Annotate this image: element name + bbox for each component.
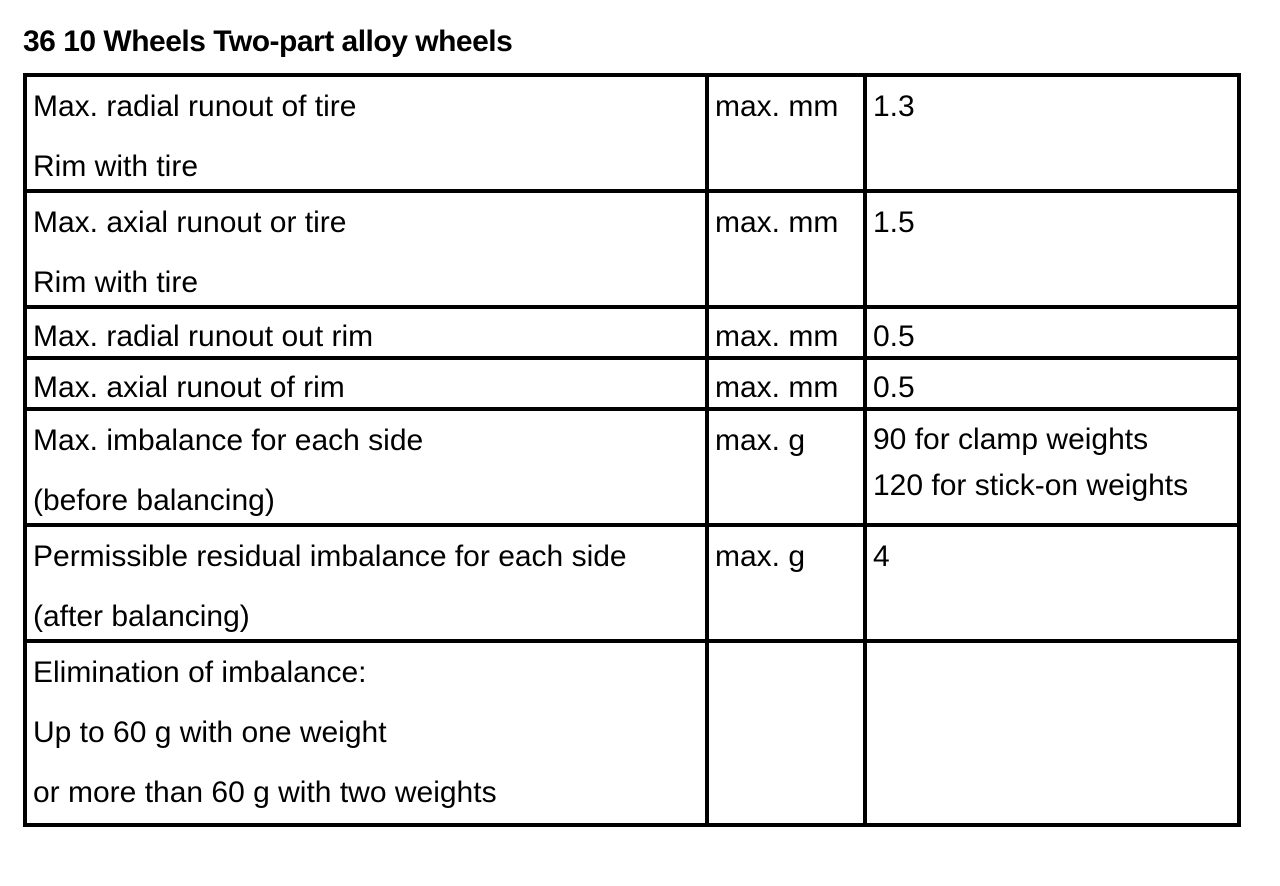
unit-cell — [707, 409, 865, 525]
unit-label: max. g — [715, 424, 806, 457]
description-line: or more than 60 g with two weights — [33, 776, 497, 809]
description-line: (after balancing) — [33, 600, 250, 633]
value-cell — [865, 75, 1239, 191]
description-cell — [25, 409, 707, 525]
description-line: (before balancing) — [33, 484, 275, 517]
table-row — [25, 641, 1239, 825]
description-line: Permissible residual imbalance for each side — [33, 540, 627, 573]
value-text: 1.3 — [873, 90, 915, 123]
unit-cell — [707, 191, 865, 307]
value-text: 90 for clamp weights — [873, 423, 1149, 456]
value-cell — [865, 641, 1239, 825]
description-line: Max. radial runout of tire — [33, 90, 357, 123]
table-row — [25, 75, 1239, 191]
unit-cell — [707, 525, 865, 641]
unit-label: max. mm — [715, 206, 839, 239]
unit-cell — [707, 641, 865, 825]
description-line: Up to 60 g with one weight — [33, 716, 387, 749]
description-cell — [25, 191, 707, 307]
description-line: Elimination of imbalance: — [33, 656, 367, 689]
description-line: Max. axial runout of rim — [33, 371, 345, 404]
table-row — [25, 191, 1239, 307]
description-cell — [25, 525, 707, 641]
unit-cell — [707, 75, 865, 191]
description-line: Rim with tire — [33, 266, 199, 299]
value-text: 0.5 — [873, 371, 915, 404]
value-text: 4 — [873, 540, 890, 573]
value-cell — [865, 525, 1239, 641]
unit-label: max. mm — [715, 371, 839, 404]
description-cell — [25, 358, 707, 409]
value-text — [873, 642, 1237, 703]
unit-cell — [707, 358, 865, 409]
value-text: 120 for stick-on weights — [873, 469, 1189, 502]
description-line: Max. imbalance for each side — [33, 424, 424, 457]
value-cell — [865, 358, 1239, 409]
table-row — [25, 409, 1239, 525]
description-line: Max. axial runout or tire — [33, 206, 347, 239]
unit-label: max. mm — [715, 320, 839, 353]
table-row — [25, 525, 1239, 641]
document-title: 36 10 Wheels Two-part alloy wheels — [23, 25, 513, 58]
table-row — [25, 307, 1239, 358]
value-cell — [865, 307, 1239, 358]
unit-label: max. g — [715, 540, 806, 573]
value-text: 0.5 — [873, 320, 915, 353]
table-row — [25, 358, 1239, 409]
value-text: 1.5 — [873, 206, 915, 239]
unit-label: max. mm — [715, 90, 839, 123]
unit-label — [715, 642, 863, 703]
value-cell — [865, 409, 1239, 525]
value-cell — [865, 191, 1239, 307]
wheel-specifications-table — [23, 73, 1241, 827]
unit-cell — [707, 307, 865, 358]
description-line: Rim with tire — [33, 150, 199, 183]
description-cell — [25, 307, 707, 358]
description-cell — [25, 641, 707, 825]
description-line: Max. radial runout out rim — [33, 320, 374, 353]
description-cell — [25, 75, 707, 191]
